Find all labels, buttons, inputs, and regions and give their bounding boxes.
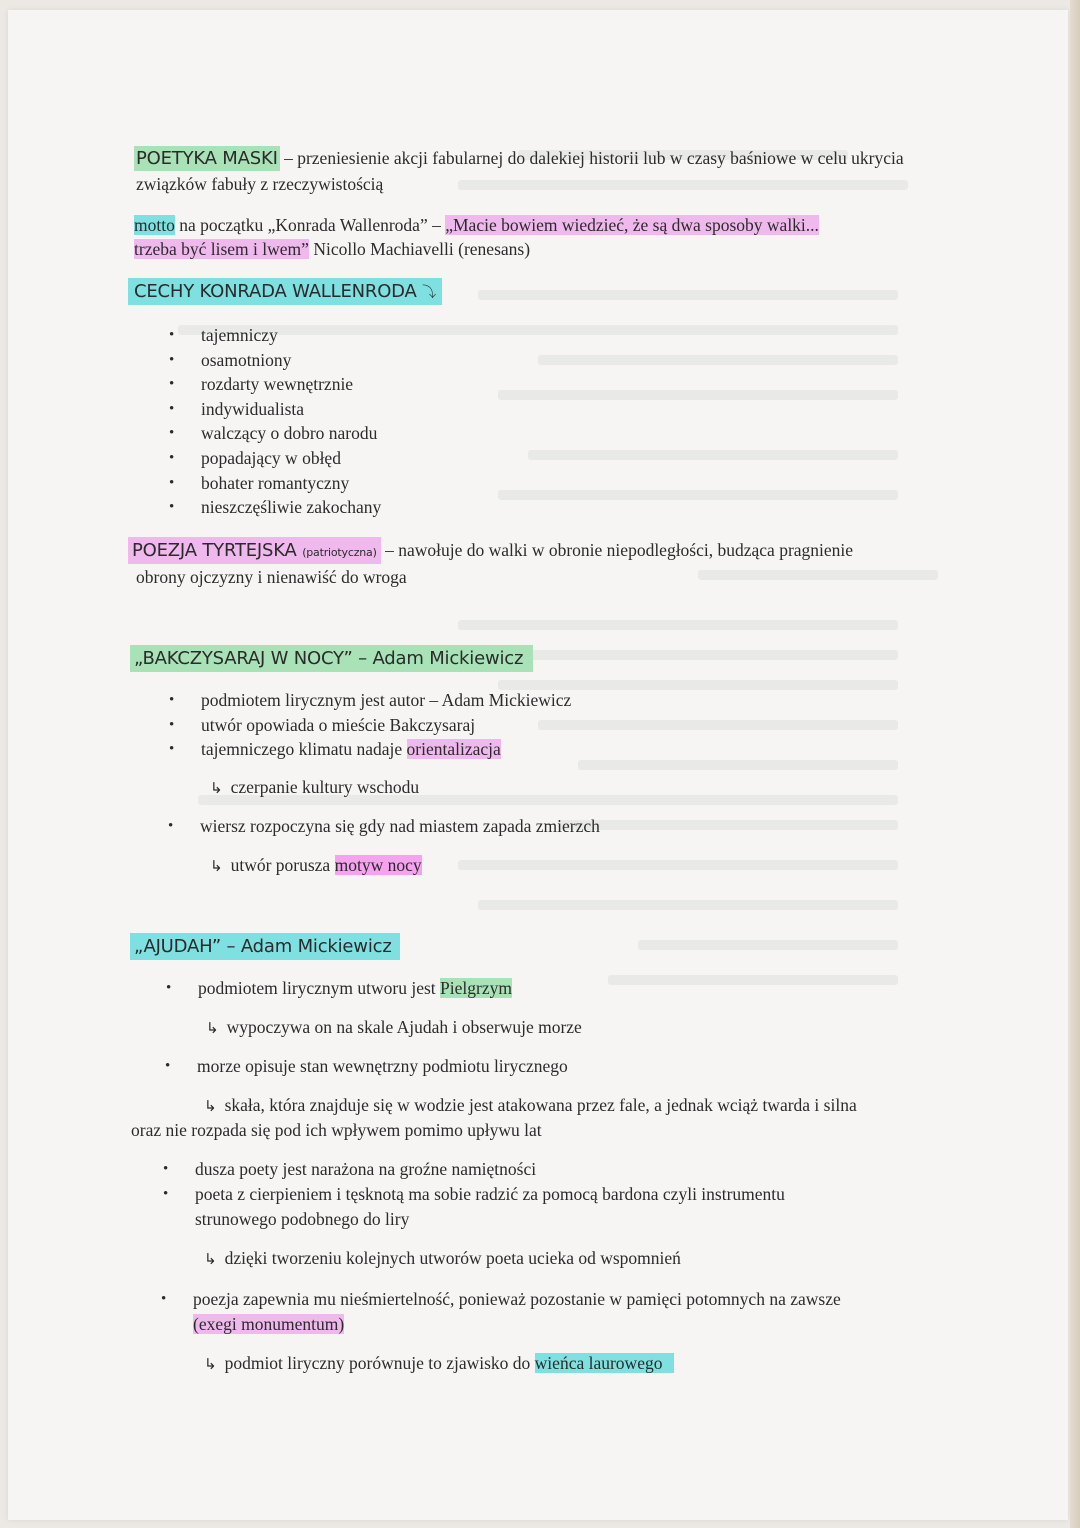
motyw-nocy-highlight: motyw nocy bbox=[334, 855, 422, 875]
sub-text: utwór porusza bbox=[230, 855, 335, 875]
poezja-definition-cont: obrony ojczyzny i nienawiść do wroga bbox=[136, 567, 407, 587]
motto-line-1 bbox=[134, 213, 819, 237]
list-item: • podmiotem lirycznym jest autor – Adam Mickiewicz bbox=[201, 688, 571, 713]
list-item-text: podmiotem lirycznym utworu jest bbox=[198, 978, 441, 998]
cechy-heading-text: CECHY KONRADA WALLENRODA bbox=[134, 281, 417, 302]
poetyka-term: POETYKA MASKI bbox=[136, 148, 278, 169]
page-edge bbox=[1070, 0, 1080, 1528]
ajudah-item-5-cont bbox=[193, 1312, 344, 1336]
sub-text: czerpanie kultury wschodu bbox=[230, 777, 420, 797]
sub-arrow-icon: ↳ bbox=[204, 1355, 217, 1373]
poezja-term-text: POEZJA TYRTEJSKA bbox=[132, 540, 297, 561]
list-item-text: tajemniczego klimatu nadaje bbox=[201, 739, 407, 760]
bakczysaraj-sub-1 bbox=[210, 775, 419, 800]
motto-word: motto bbox=[134, 215, 175, 235]
bakczysaraj-list-2 bbox=[200, 814, 600, 839]
list-item: • popadający w obłęd bbox=[201, 446, 381, 471]
cechy-heading bbox=[128, 278, 442, 305]
list-item: • poezja zapewnia mu nieśmiertelność, ponieważ pozostanie w pamięci potomnych na zawsze bbox=[193, 1287, 841, 1312]
list-item: • osamotniony bbox=[201, 348, 381, 373]
list-item: • tajemniczy bbox=[201, 323, 381, 348]
poezja-term bbox=[128, 537, 381, 564]
sub-text: dzięki tworzeniu kolejnych utworów poeta ucieka od wspomnień bbox=[224, 1248, 681, 1268]
motto-line-2 bbox=[134, 237, 530, 261]
sub-arrow-icon: ↳ bbox=[210, 779, 223, 797]
cechy-list bbox=[201, 323, 381, 520]
list-item: • rozdarty wewnętrznie bbox=[201, 372, 381, 397]
bakczysaraj-heading: „BAKCZYSARAJ W NOCY” – Adam Mickiewicz bbox=[130, 645, 533, 672]
ajudah-sub-4 bbox=[204, 1351, 674, 1376]
poezja-subterm: (patriotyczna) bbox=[302, 546, 377, 559]
sub-text: podmiot liryczny porównuje to zjawisko do bbox=[224, 1353, 535, 1373]
ajudah-sub-2 bbox=[204, 1093, 857, 1118]
list-item: • dusza poety jest narażona na groźne namiętności bbox=[195, 1157, 785, 1182]
down-right-arrow-icon: ⤵ bbox=[422, 285, 436, 301]
ajudah-list-2 bbox=[197, 1054, 568, 1079]
ajudah-item-cont: strunowego podobnego do liry bbox=[195, 1209, 410, 1229]
sub-arrow-icon: ↳ bbox=[206, 1019, 219, 1037]
list-item: • wiersz rozpoczyna się gdy nad miastem zapada zmierzch bbox=[200, 814, 600, 839]
motto-intro: na początku „Konrada Wallenroda” – bbox=[174, 215, 446, 235]
wieniec-laurowy-highlight: wieńca laurowego bbox=[535, 1353, 675, 1373]
poezja-line-1 bbox=[128, 538, 853, 565]
motto-author: Nicollo Machiavelli (renesans) bbox=[308, 239, 531, 259]
poetyka-definition-cont: związków fabuły z rzeczywistością bbox=[136, 174, 384, 194]
ajudah-list-1 bbox=[198, 976, 512, 1001]
orientalizacja-highlight: orientalizacja bbox=[406, 739, 501, 760]
bakczysaraj-list bbox=[201, 688, 571, 762]
list-item: • walczący o dobro narodu bbox=[201, 421, 381, 446]
list-item bbox=[201, 737, 571, 762]
ajudah-list-3 bbox=[195, 1157, 785, 1206]
list-item: • bohater romantyczny bbox=[201, 471, 381, 496]
exegi-monumentum-highlight: (exegi monumentum) bbox=[193, 1314, 345, 1334]
sub-text: wypoczywa on na skale Ajudah i obserwuje morze bbox=[226, 1017, 582, 1037]
bakczysaraj-sub-2 bbox=[210, 853, 422, 878]
sub-arrow-icon: ↳ bbox=[210, 857, 223, 875]
poezja-definition: – nawołuje do walki w obronie niepodległości, budząca pragnienie bbox=[380, 540, 854, 560]
motto-quote-part1: „Macie bowiem wiedzieć, że są dwa sposoby walki... bbox=[445, 215, 819, 235]
motto-quote-part2: trzeba być lisem i lwem” bbox=[134, 239, 309, 259]
list-item bbox=[198, 976, 512, 1001]
list-item: • morze opisuje stan wewnętrzny podmiotu lirycznego bbox=[197, 1054, 568, 1079]
sub-text: skała, która znajduje się w wodzie jest atakowana przez fale, a jednak wciąż twarda i silna bbox=[224, 1095, 857, 1115]
ajudah-list-4 bbox=[193, 1287, 841, 1312]
poetyka-line-1 bbox=[134, 146, 904, 171]
sub-arrow-icon: ↳ bbox=[204, 1097, 217, 1115]
list-item: • indywidualista bbox=[201, 397, 381, 422]
bleed-through-text bbox=[438, 150, 948, 1030]
poetyka-definition: – przeniesienie akcji fabularnej do dalekiej historii lub w czasy baśniowe w celu ukrycia bbox=[279, 148, 904, 168]
pielgrzym-highlight: Pielgrzym bbox=[440, 978, 512, 998]
list-item: • poeta z cierpieniem i tęsknotą ma sobie radzić za pomocą bardona czyli instrumentu bbox=[195, 1182, 785, 1207]
ajudah-sub-1 bbox=[206, 1015, 582, 1040]
ajudah-sub-2-cont: oraz nie rozpada się pod ich wpływem pomimo upływu lat bbox=[131, 1120, 542, 1140]
list-item: • nieszczęśliwie zakochany bbox=[201, 495, 381, 520]
list-item: • utwór opowiada o mieście Bakczysaraj bbox=[201, 713, 571, 738]
ajudah-sub-3 bbox=[204, 1246, 681, 1271]
sub-arrow-icon: ↳ bbox=[204, 1250, 217, 1268]
ajudah-heading: „AJUDAH” – Adam Mickiewicz bbox=[130, 933, 400, 960]
